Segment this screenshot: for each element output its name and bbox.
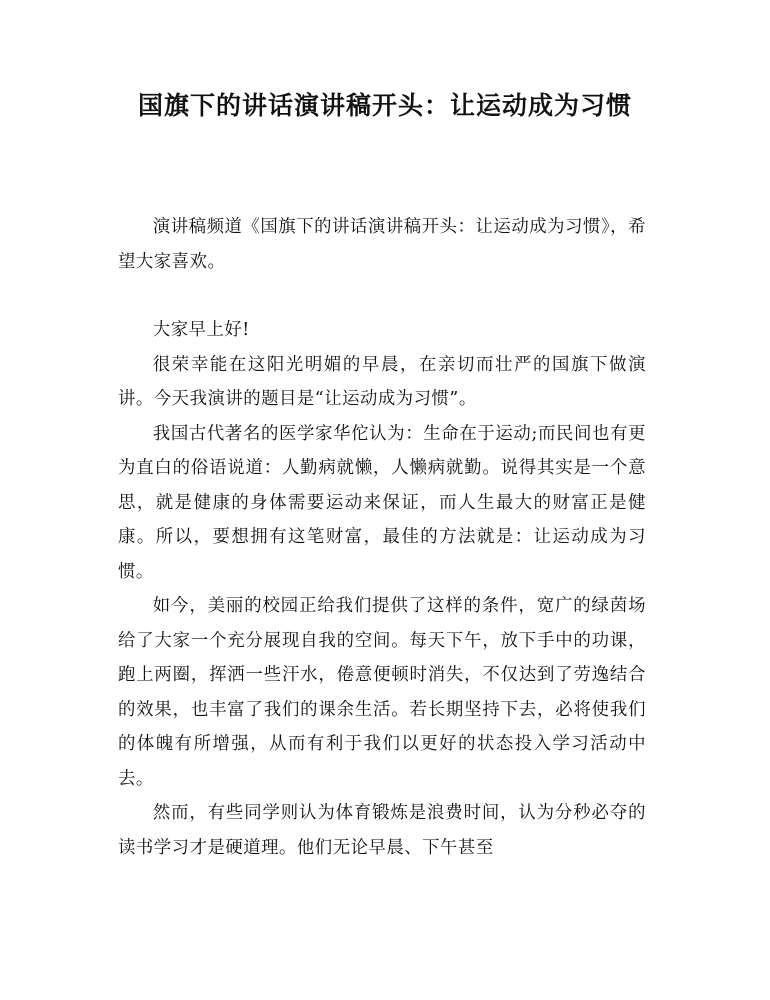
intro-paragraph: 演讲稿频道《国旗下的讲话演讲稿开头：让运动成为习惯》，希望大家喜欢。 [118,217,646,272]
body-paragraph-topic: 很荣幸能在这阳光明媚的早晨，在亲切而壮严的国旗下做演讲。今天我演讲的题目是“让运动成为习惯”。 [118,354,646,409]
body-paragraph-greeting: 大家早上好! [152,320,250,340]
body-paragraph-campus: 如今，美丽的校园正给我们提供了这样的条件，宽广的绿茵场给了大家一个充分展现自我的空间。每天下午，放下手中的功课，跑上两圈，挥洒一些汗水，倦意便顿时消失，不仅达到了劳逸结合的效果，也丰富了我们的课余生活。若长期坚持下去，必将使我们的体魄有所增强，从而有利于我们以更好的状态投入学习活动中去。 [118,596,646,789]
document-title: 国旗下的讲话演讲稿开头：让运动成为习惯 [137,91,632,120]
body-paragraph-objection: 然而，有些同学则认为体育锻炼是浪费时间，认为分秒必夺的读书学习才是硬道理。他们无论早晨、下午甚至 [118,803,646,858]
document-body [118,210,646,865]
body-paragraph-health: 我国古代著名的医学家华佗认为：生命在于运动;而民间也有更为直白的俗语说道：人勤病就懒，人懒病就勤。说得其实是一个意思，就是健康的身体需要运动来保证，而人生最大的财富正是健康。所以，要想拥有这笔财富，最佳的方法就是：让运动成为习惯。 [118,423,646,582]
